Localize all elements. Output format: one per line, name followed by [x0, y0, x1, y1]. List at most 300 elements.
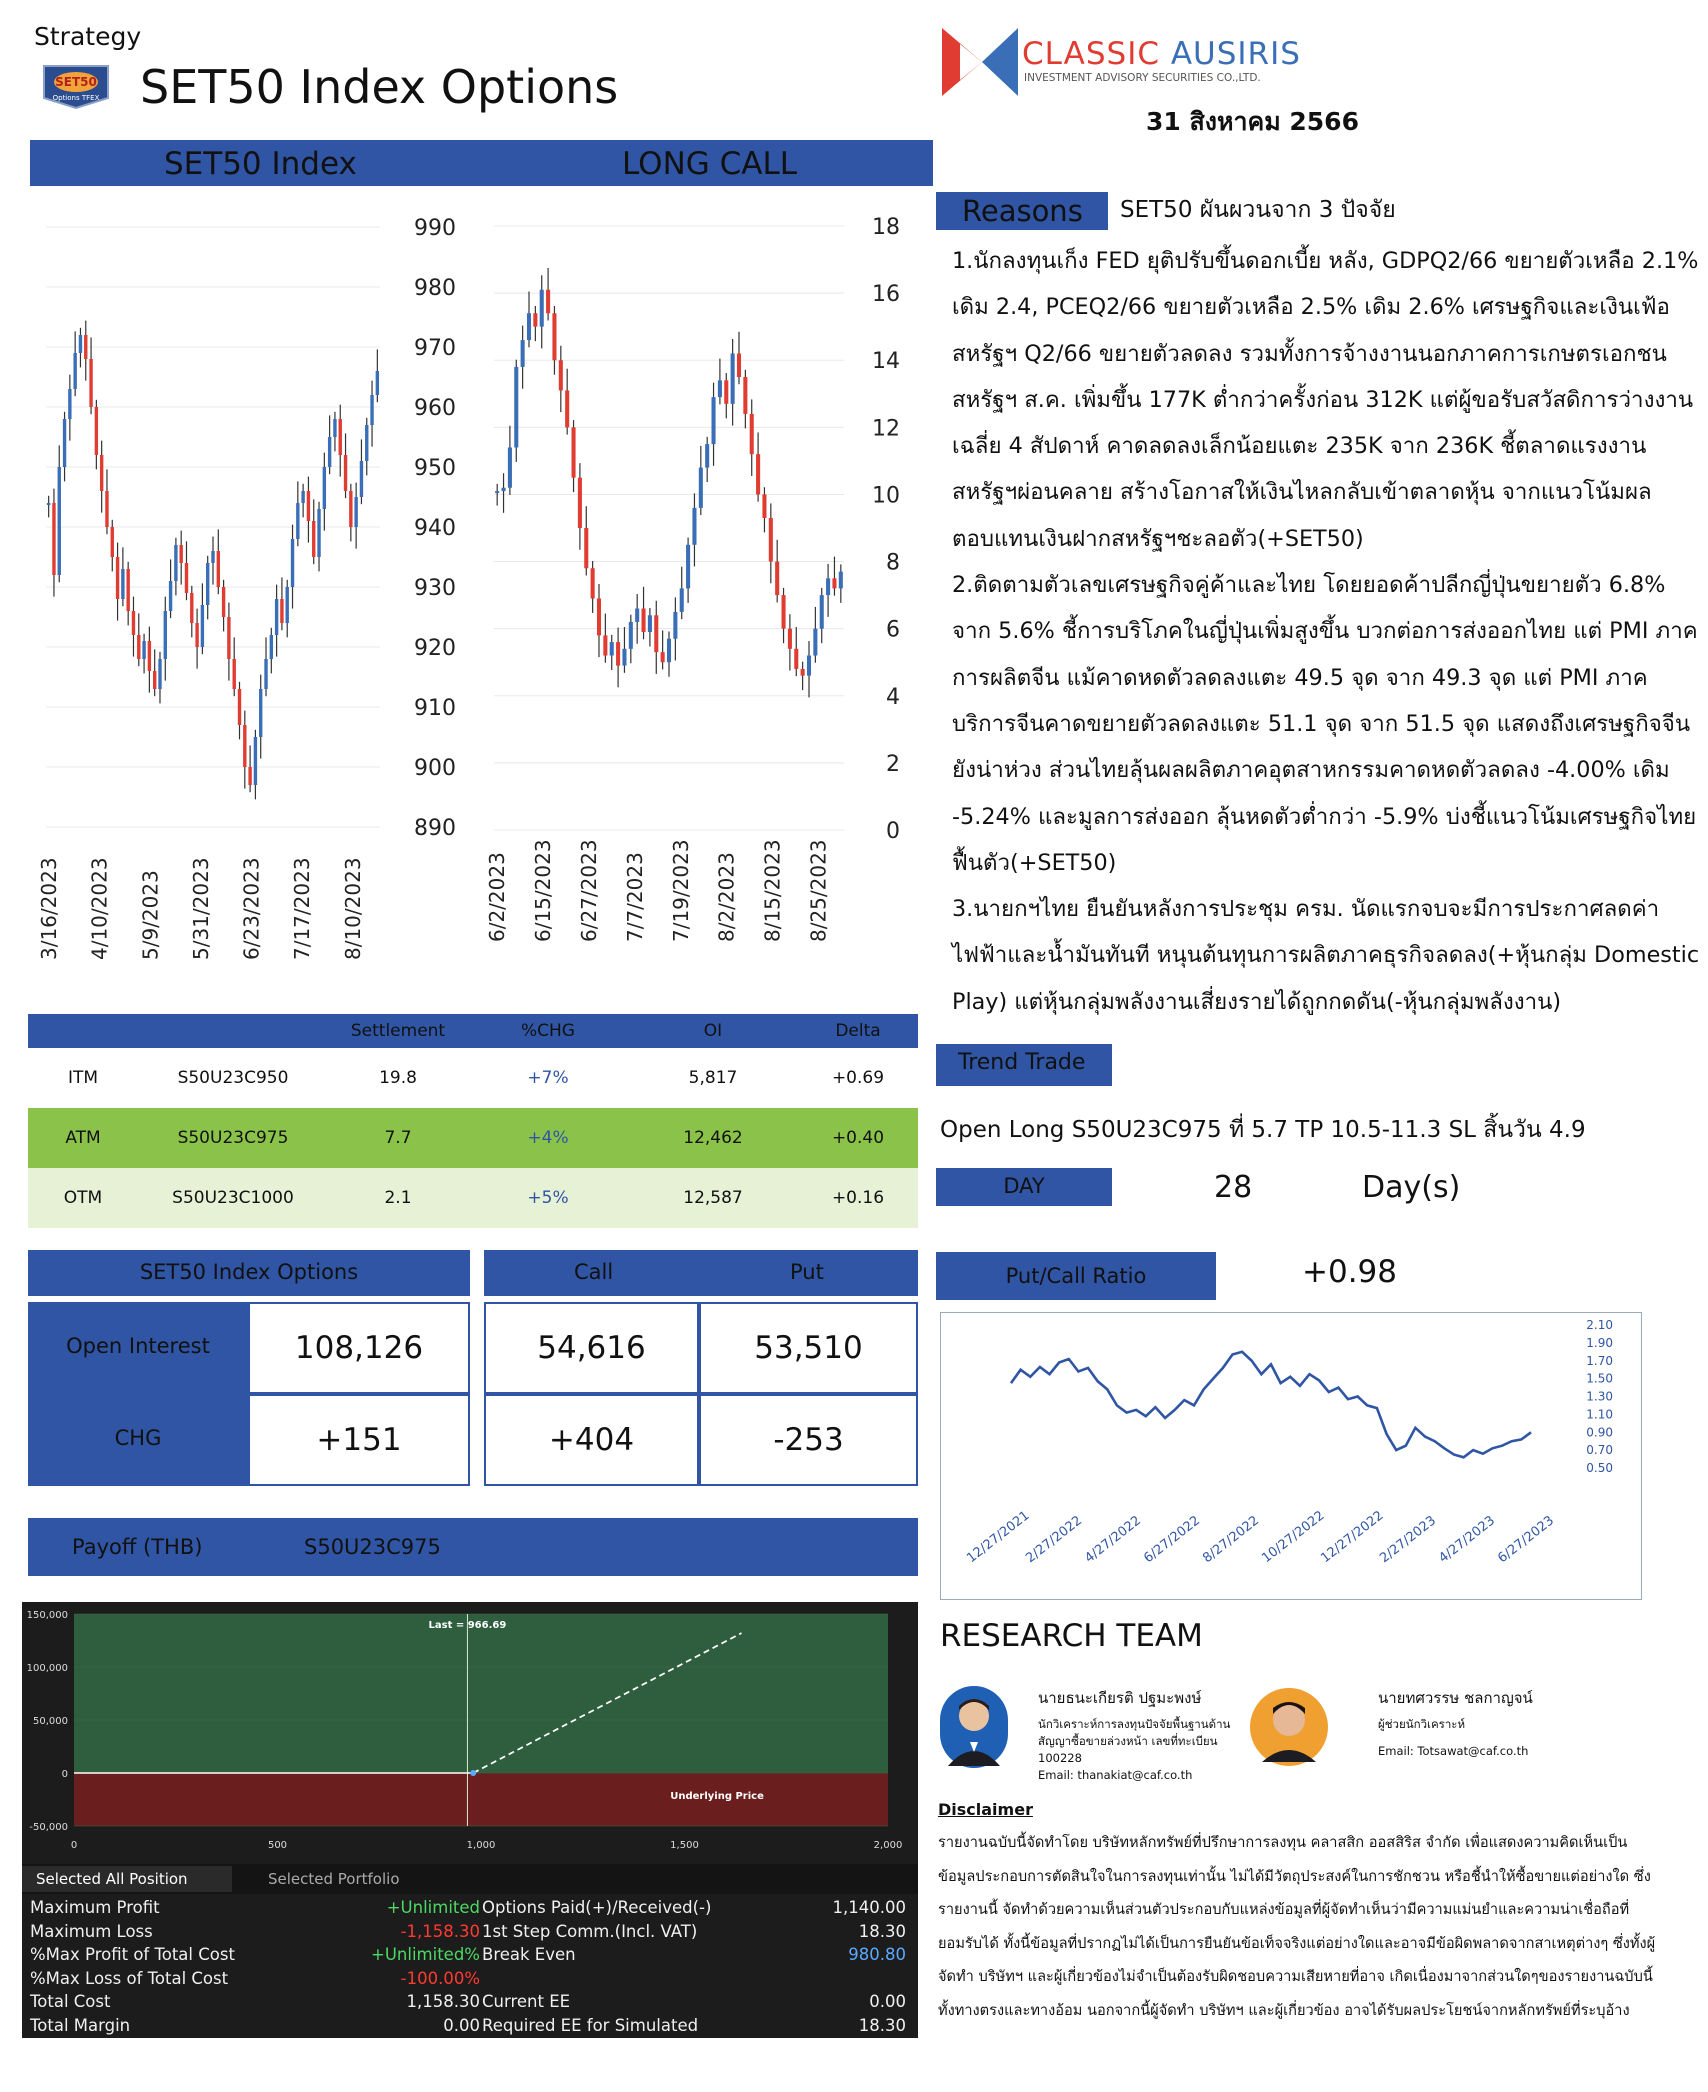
candle-body	[502, 488, 506, 491]
table-row-atm	[28, 1108, 918, 1168]
cell-moneyness: OTM	[28, 1168, 138, 1228]
put-call-ratio-chart-frame	[940, 1312, 1642, 1600]
candle-body	[126, 569, 129, 611]
candle-body	[206, 563, 209, 605]
payoff-y-tick-label: -50,000	[29, 1822, 68, 1833]
payoff-x-tick-label: 1,500	[670, 1840, 699, 1851]
oi-call-header: Call	[574, 1260, 614, 1284]
pcr-y-tick-label: 1.30	[1586, 1389, 1613, 1404]
candle-body	[105, 491, 108, 527]
candle-body	[603, 635, 607, 655]
payoff-y-tick-label: 100,000	[26, 1663, 68, 1674]
y-tick-label: 14	[872, 349, 900, 375]
candle-body	[307, 491, 310, 521]
candle-body	[174, 545, 177, 581]
x-tick-label: 6/2/2023	[485, 852, 509, 942]
candle-body	[622, 649, 626, 666]
candle-body	[360, 461, 363, 497]
candle-body	[116, 557, 119, 599]
col-header-settlement: Settlement	[328, 1014, 468, 1048]
long-call-chart	[484, 200, 904, 980]
cell-series: S50U23C975	[138, 1108, 328, 1168]
candle-body	[370, 395, 373, 425]
candle-body	[227, 617, 230, 659]
trend-trade-text: Open Long S50U23C975 ที่ 5.7 TP 10.5-11.3 SL สิ้นวัน 4.9	[940, 1117, 1586, 1143]
candle-body	[275, 599, 278, 635]
candle-body	[705, 444, 709, 467]
y-tick-label: 2	[886, 751, 900, 777]
candle-body	[286, 587, 289, 623]
candle-body	[750, 414, 754, 454]
chg-row-label: CHG	[28, 1394, 248, 1486]
candle-body	[832, 578, 836, 588]
analyst-2-email[interactable]: Email: Totsawat@caf.co.th	[1378, 1744, 1529, 1758]
put-call-ratio-tag: Put/Call Ratio	[936, 1252, 1216, 1300]
y-tick-label: 910	[414, 696, 456, 721]
section-label: Strategy	[34, 22, 142, 51]
payoff-x-tick-label: 0	[70, 1840, 78, 1851]
cell-chg: +7%	[527, 1068, 569, 1088]
payoff-y-tick-label: 0	[61, 1769, 68, 1780]
y-tick-label: 990	[414, 216, 456, 241]
pcr-x-tick-label: 2/27/2022	[1023, 1513, 1086, 1567]
candle-body	[610, 642, 614, 655]
candle-body	[546, 290, 550, 313]
candle-body	[333, 419, 336, 437]
oi-row-label: Open Interest	[28, 1302, 248, 1394]
candle-body	[788, 629, 792, 649]
candle-body	[661, 652, 665, 662]
candle-body	[89, 359, 92, 407]
pcr-x-tick-label: 6/27/2022	[1141, 1513, 1204, 1567]
payoff-left-value: +Unlimited	[386, 1898, 480, 1917]
svg-text:Options TFEX: Options TFEX	[52, 94, 100, 102]
payoff-left-value: 0.00	[443, 2016, 480, 2035]
x-tick-label: 5/31/2023	[188, 857, 213, 960]
candle-body	[572, 427, 576, 477]
candle-body	[280, 599, 283, 623]
last-price-label: Last = 966.69	[428, 1620, 507, 1631]
candle-body	[724, 380, 728, 403]
x-tick-label: 8/25/2023	[806, 839, 831, 942]
candle-body	[635, 609, 639, 622]
cell-settlement: 7.7	[328, 1108, 468, 1168]
y-tick-label: 18	[872, 215, 900, 240]
candle-body	[692, 508, 696, 545]
payoff-left-label: Total Cost	[30, 1992, 111, 2012]
payoff-chart	[22, 1602, 918, 1864]
x-tick-label: 8/15/2023	[760, 839, 785, 942]
disclaimer-heading: Disclaimer	[938, 1800, 1033, 1819]
set50-options-logo	[40, 62, 112, 110]
cell-delta: +0.40	[798, 1108, 918, 1168]
candle-body	[238, 689, 241, 725]
tab-selected-portfolio[interactable]: Selected Portfolio	[268, 1870, 400, 1888]
put-call-ratio-value: +0.98	[1302, 1254, 1397, 1290]
payoff-left-value: -1,158.30	[400, 1921, 480, 1941]
payoff-right-value: 0.00	[869, 1992, 906, 2012]
analyst-1-role-1: นักวิเคราะห์การลงทุนปัจจัยพื้นฐานด้าน	[1038, 1717, 1231, 1731]
payoff-right-label: Required EE for Simulated	[482, 2016, 699, 2035]
candle-body	[254, 737, 257, 785]
candle-body	[164, 611, 167, 659]
candle-body	[153, 671, 156, 689]
oi-call-value: 54,616	[484, 1302, 699, 1394]
candle-body	[211, 551, 214, 563]
candle-body	[323, 467, 326, 509]
candle-body	[132, 611, 135, 635]
candle-body	[731, 354, 735, 404]
payoff-right-value: 1,140.00	[832, 1898, 906, 1917]
candle-body	[52, 503, 55, 575]
y-tick-label: 970	[414, 336, 456, 361]
oi-grid-header: SET50 Index Options	[28, 1250, 470, 1296]
candle-body	[79, 335, 82, 353]
candle-body	[296, 503, 299, 539]
payoff-series: S50U23C975	[304, 1535, 441, 1559]
candle-body	[712, 397, 716, 444]
put-call-ratio-chart	[941, 1313, 1641, 1599]
candle-body	[648, 615, 652, 632]
candle-body	[616, 642, 620, 665]
page-title: SET50 Index Options	[140, 60, 619, 114]
payoff-left-label: Maximum Loss	[30, 1921, 153, 1941]
table-header-row	[28, 1014, 918, 1048]
candle-body	[794, 649, 798, 669]
pcr-x-tick-label: 10/27/2022	[1259, 1508, 1328, 1567]
candle-body	[540, 290, 544, 327]
x-tick-label: 4/10/2023	[87, 857, 112, 960]
col-header-oi: OI	[628, 1014, 798, 1048]
col-header-delta: Delta	[798, 1014, 918, 1048]
candle-body	[743, 377, 747, 414]
chg-put-value: -253	[699, 1394, 918, 1486]
candle-body	[111, 527, 114, 557]
chart-header-bar	[30, 140, 933, 186]
table-row-itm	[28, 1048, 918, 1108]
cell-oi: 5,817	[688, 1068, 738, 1088]
candle-body	[142, 641, 145, 659]
candle-body	[73, 353, 76, 389]
analyst-1-name: นายธนะเกียรติ ปฐมะพงษ์	[1038, 1689, 1202, 1707]
reasons-tag: Reasons	[936, 192, 1108, 230]
y-tick-label: 0	[886, 819, 900, 844]
candle-body	[100, 455, 103, 491]
report-date: 31 สิงหาคม 2566	[1146, 107, 1359, 136]
candle-body	[201, 605, 204, 647]
brand-subtitle: INVESTMENT ADVISORY SECURITIES CO.,LTD.	[1024, 72, 1261, 84]
cell-oi: 12,462	[628, 1108, 798, 1168]
candle-body	[737, 354, 741, 377]
y-tick-label: 890	[414, 816, 456, 841]
candle-body	[63, 419, 66, 467]
candle-body	[248, 767, 251, 785]
long-call-label: LONG CALL	[622, 146, 798, 182]
cell-moneyness: ITM	[67, 1068, 99, 1088]
candle-body	[190, 593, 193, 623]
y-tick-label: 920	[414, 636, 456, 661]
candle-body	[552, 313, 556, 360]
cell-delta: +0.69	[831, 1068, 885, 1088]
x-tick-label: 5/9/2023	[138, 870, 163, 960]
chg-total-value: +151	[248, 1394, 470, 1486]
candle-body	[354, 497, 357, 527]
pcr-y-tick-label: 0.90	[1586, 1425, 1613, 1440]
col-header-moneyness	[28, 1014, 138, 1048]
candle-body	[158, 659, 161, 689]
cell-settlement: 19.8	[379, 1068, 417, 1088]
candle-body	[820, 595, 824, 629]
pcr-x-tick-label: 8/27/2022	[1200, 1513, 1263, 1567]
x-tick-label: 3/16/2023	[37, 857, 61, 960]
set50-index-label: SET50 Index	[164, 146, 357, 182]
payoff-tabs	[22, 1864, 918, 1894]
payoff-right-value: 18.30	[858, 1921, 906, 1941]
y-tick-label: 6	[886, 617, 900, 643]
payoff-left-label: Total Margin	[30, 2016, 131, 2035]
candle-body	[514, 367, 518, 448]
avatar-analyst-1	[940, 1686, 1008, 1772]
candle-body	[584, 528, 588, 568]
candle-body	[769, 518, 773, 562]
day-tag: DAY	[936, 1168, 1112, 1206]
x-tick-label: 6/15/2023	[530, 839, 555, 942]
reason-1: 1.นักลงทุนเก็ง FED ยุติปรับขึ้นดอกเบี้ย หลัง, GDPQ2/66 ขยายตัวเหลือ 2.1% เดิม 2.4, PCEQ2/66 ขยายตัวเหลือ 2.5% เดิม 2.6% เศรษฐกิจและเงินเฟ้อสหรัฐฯ Q2/66 ขยายตัวลดลง รวมทั้งการจ้างงานนอกภาคการเกษตรเอกชนสหรัฐฯ ส.ค. เพิ่มขึ้น 177K ต่ำกว่าครั้งก่อน 312K แต่ผู้ขอรับสวัสดิการว่างงานเฉลี่ย 4 สัปดาห์ คาดลดลงเล็กน้อยแตะ 235K จาก 236K ชี้ตลาดแรงงานสหรัฐฯผ่อนคลาย สร้างโอกาสให้เงินไหลกลับเข้าตลาดหุ้น จากแนวโน้มผลตอบแทนเงินฝากสหรัฐฯชะลอตัว(+SET50)	[952, 248, 1699, 552]
y-tick-label: 12	[872, 416, 900, 442]
payoff-right-label: Current EE	[482, 1992, 571, 2012]
pcr-x-tick-label: 4/27/2022	[1082, 1513, 1145, 1567]
reasons-body	[952, 238, 1704, 1025]
candle-body	[775, 562, 779, 596]
payoff-left-label: %Max Profit of Total Cost	[30, 1945, 235, 1965]
candle-body	[762, 494, 766, 517]
y-tick-label: 10	[872, 483, 900, 509]
cell-series: S50U23C1000	[138, 1168, 328, 1228]
payoff-panel	[22, 1602, 918, 2038]
payoff-x-tick-label: 2,000	[873, 1840, 903, 1851]
classic-ausiris-logo	[940, 24, 1030, 100]
payoff-right-label: Options Paid(+)/Received(-)	[482, 1898, 712, 1917]
candle-body	[597, 598, 601, 635]
oi-total-value: 108,126	[248, 1302, 470, 1394]
candle-body	[559, 360, 563, 390]
candle-body	[344, 455, 347, 491]
y-tick-label: 930	[414, 576, 456, 601]
pcr-y-tick-label: 1.50	[1586, 1371, 1613, 1386]
pcr-line	[1011, 1352, 1531, 1458]
analyst-1-role-2: สัญญาซื้อขายล่วงหน้า เลขที่ทะเบียน	[1038, 1734, 1218, 1748]
candle-body	[328, 437, 331, 467]
candle-body	[185, 563, 188, 593]
reasons-heading: SET50 ผันผวนจาก 3 ปัจจัย	[1120, 197, 1396, 223]
candle-body	[826, 578, 830, 595]
candle-body	[137, 635, 140, 659]
candle-body	[349, 491, 352, 527]
options-series-table	[28, 1014, 918, 1228]
payoff-right-label: 1st Step Comm.(Incl. VAT)	[482, 1921, 698, 1941]
pcr-y-tick-label: 0.50	[1586, 1461, 1613, 1475]
payoff-left-value: +Unlimited%	[371, 1945, 480, 1965]
svg-text:SET50: SET50	[55, 75, 97, 89]
candle-body	[565, 390, 569, 427]
candle-body	[699, 468, 703, 508]
brand-name-ausiris: AUSIRIS	[1170, 36, 1301, 72]
candle-body	[301, 491, 304, 503]
y-tick-label: 980	[414, 276, 456, 301]
col-header-chg: %CHG	[468, 1014, 628, 1048]
candle-body	[291, 539, 294, 587]
candle-body	[527, 313, 531, 340]
candle-body	[813, 629, 817, 656]
candle-body	[642, 609, 646, 632]
x-tick-label: 8/2/2023	[714, 852, 739, 942]
research-team-title: RESEARCH TEAM	[940, 1618, 1203, 1654]
candle-body	[169, 581, 172, 611]
pcr-x-tick-label: 6/27/2023	[1495, 1513, 1558, 1567]
cell-delta: +0.16	[798, 1168, 918, 1228]
candle-body	[673, 612, 677, 639]
candle-body	[339, 419, 342, 455]
x-tick-label: 7/19/2023	[668, 839, 693, 942]
candle-body	[756, 454, 760, 494]
brand-name-classic: CLASSIC	[1022, 36, 1160, 72]
candle-body	[259, 689, 262, 737]
x-tick-label: 8/10/2023	[340, 857, 365, 960]
profit-zone	[74, 1614, 888, 1773]
candle-body	[312, 521, 315, 557]
pcr-y-tick-label: 0.70	[1586, 1443, 1613, 1458]
cell-series: S50U23C950	[177, 1068, 289, 1088]
candle-body	[629, 622, 633, 649]
payoff-x-tick-label: 500	[267, 1840, 288, 1851]
breakeven-marker	[470, 1770, 476, 1776]
payoff-right-value: 18.30	[858, 2016, 906, 2035]
analyst-2-name: นายทศวรรษ ชลกาญจน์	[1378, 1689, 1533, 1707]
loss-zone	[74, 1773, 888, 1826]
candle-body	[47, 503, 50, 505]
candle-body	[654, 615, 658, 652]
candle-body	[718, 380, 722, 397]
candle-body	[317, 509, 320, 557]
candle-body	[84, 335, 87, 359]
x-tick-label: 7/7/2023	[622, 852, 647, 942]
payoff-left-value: 1,158.30	[406, 1992, 480, 2012]
pcr-x-tick-label: 12/27/2021	[964, 1508, 1033, 1567]
y-tick-label: 16	[872, 282, 900, 308]
underlying-price-label: Underlying Price	[670, 1791, 764, 1802]
payoff-left-label: Maximum Profit	[30, 1898, 160, 1917]
x-tick-label: 6/23/2023	[239, 857, 264, 960]
cell-settlement: 2.1	[328, 1168, 468, 1228]
payoff-bar	[28, 1518, 918, 1576]
candle-body	[217, 551, 220, 587]
x-tick-label: 6/27/2023	[576, 839, 601, 942]
candle-body	[495, 491, 499, 493]
y-tick-label: 950	[414, 456, 456, 481]
days-unit: Day(s)	[1362, 1170, 1461, 1205]
candle-body	[578, 478, 582, 528]
candle-body	[365, 425, 368, 461]
disclaimer-text: รายงานฉบับนี้จัดทำโดย บริษัทหลักทรัพย์ที่ปรึกษาการลงทุน คลาสสิก ออสสิริส จำกัด เพื่อแสดงความคิดเห็นเป็นข้อมูลประกอบการตัดสินใจในการลงทุนเท่านั้น ไม่ได้มีวัตถุประสงค์ในการชักชวน หรือชี้นำให้ซื้อขายแต่อย่างใด ซึ่งรายงานนี้ จัดทำด้วยความเห็นส่วนตัวประกอบกับแหล่งข้อมูลที่ผู้จัดทำเห็นว่ามีความแม่นยำและความน่าเชื่อถือที่ยอมรับได้ ทั้งนี้ข้อมูลที่ปรากฏไม่ได้เป็นการยืนยันข้อเท็จจริงแต่อย่างใดและอาจมีข้อผิดพลาดจากสาเหตุต่างๆ ซึ่งทั้งผู้จัดทำ บริษัทฯ และผู้เกี่ยวข้องไม่จำเป็นต้องรับผิดชอบความเสียหายที่อาจ เกิดเนื่องมาจากส่วนใดๆของรายงานฉบับนี้ทั้งทางตรงและทางอ้อม นอกจากนี้ผู้จัดทำ บริษัทฯ และผู้เกี่ยวข้อง อาจได้รับผลประโยชน์จากหลักทรัพย์ที่ระบุอ้าง	[938, 1834, 1656, 2019]
reason-2: 2.ติดตามตัวเลขเศรษฐกิจคู่ค้าและไทย โดยยอดค้าปลีกญี่ปุ่นขยายตัว 6.8% จาก 5.6% ชี้การบริโภคในญี่ปุ่นเพิ่มสูงขึ้น บวกต่อการส่งออกไทย แต่ PMI ภาคการผลิตจีน แม้คาดหดตัวลดลงแตะ 49.5 จุด จาก 49.3 จุด แต่ PMI ภาคบริการจีนคาดขยายตัวลดลงแตะ 51.1 จุด จาก 51.5 จุด แสดงถึงเศรษฐกิจจีนยังน่าห่วง ส่วนไทยลุ้นผลผลิตภาคอุตสาหกรรมคาดหดตัวลดลง -4.00% เดิม -5.24% และมูลการส่งออก ลุ้นหดตัวต่ำกว่า -5.9% บ่งชี้แนวโน้มเศรษฐกิจไทยฟื้นตัว(+SET50)	[952, 572, 1698, 876]
candle-body	[222, 587, 225, 617]
oi-grid-header-callput	[484, 1250, 918, 1296]
candle-body	[801, 669, 805, 676]
y-tick-label: 8	[886, 550, 900, 576]
payoff-info	[22, 1898, 918, 2038]
trend-trade-tag: Trend Trade	[936, 1044, 1112, 1086]
days-to-expiry: 28	[1214, 1170, 1253, 1205]
y-tick-label: 960	[414, 396, 456, 421]
pcr-x-tick-label: 4/27/2023	[1436, 1513, 1499, 1567]
analyst-1-info	[1038, 1686, 1248, 1784]
candle-body	[121, 569, 124, 599]
y-tick-label: 900	[414, 756, 456, 781]
chg-call-value: +404	[484, 1394, 699, 1486]
cell-chg: +4%	[468, 1108, 628, 1168]
analyst-2-info	[1378, 1686, 1578, 1760]
candle-body	[264, 659, 267, 689]
candle-body	[195, 623, 198, 647]
table-row-otm	[28, 1168, 918, 1228]
analyst-1-reg: 100228	[1038, 1751, 1082, 1765]
payoff-left-value: -100.00%	[400, 1968, 480, 1988]
candle-body	[508, 447, 512, 487]
x-tick-label: 7/17/2023	[290, 857, 315, 960]
candle-body	[68, 389, 71, 419]
candle-body	[270, 635, 273, 659]
candle-body	[686, 545, 690, 589]
reason-3: 3.นายกฯไทย ยืนยันหลังการประชุม ครม. นัดแรกจบจะมีการประกาศลดค่าไฟฟ้าและน้ำมันทันที หนุนต้นทุนการผลิตภาคธุรกิจลดลง(+หุ้นกลุ่ม Domestic Play) แต่หุ้นกลุ่มพลังงานเสี่ยงรายได้ถูกกดดัน(-หุ้นกลุ่มพลังงาน)	[952, 896, 1700, 1015]
tab-selected-all-position[interactable]: Selected All Position	[22, 1866, 232, 1892]
payoff-x-tick-label: 1,000	[466, 1840, 496, 1851]
candle-body	[233, 659, 236, 689]
analyst-2-role: ผู้ช่วยนักวิเคราะห์	[1378, 1717, 1466, 1731]
analyst-1-email[interactable]: Email: thanakiat@caf.co.th	[1038, 1768, 1193, 1782]
payoff-left-label: %Max Loss of Total Cost	[30, 1968, 229, 1988]
cell-chg: +5%	[468, 1168, 628, 1228]
candle-body	[782, 595, 786, 629]
avatar-analyst-2	[1250, 1686, 1328, 1772]
cell-moneyness: ATM	[28, 1108, 138, 1168]
candle-body	[533, 313, 537, 326]
candle-body	[243, 725, 246, 767]
payoff-label: Payoff (THB)	[72, 1535, 203, 1559]
pcr-x-tick-label: 12/27/2022	[1318, 1508, 1387, 1567]
pcr-y-tick-label: 1.90	[1586, 1335, 1613, 1350]
candle-body	[807, 656, 811, 676]
payoff-right-value: 980.80	[848, 1945, 906, 1965]
pcr-y-tick-label: 1.10	[1586, 1407, 1613, 1422]
candle-body	[376, 371, 379, 395]
pcr-y-tick-label: 1.70	[1586, 1353, 1613, 1368]
oi-put-value: 53,510	[699, 1302, 918, 1394]
candle-body	[58, 467, 61, 575]
payoff-y-tick-label: 150,000	[26, 1610, 68, 1621]
y-tick-label: 940	[414, 516, 456, 541]
candle-body	[148, 641, 151, 671]
candle-body	[680, 588, 684, 611]
set50-index-chart	[30, 200, 470, 980]
candle-body	[839, 572, 843, 589]
pcr-y-tick-label: 2.10	[1586, 1318, 1613, 1332]
candle-body	[179, 545, 182, 563]
payoff-y-tick-label: 50,000	[33, 1716, 68, 1727]
oi-put-header: Put	[790, 1260, 824, 1284]
candle-body	[521, 340, 525, 367]
candle-body	[667, 639, 671, 662]
pcr-x-tick-label: 2/27/2023	[1377, 1513, 1440, 1567]
